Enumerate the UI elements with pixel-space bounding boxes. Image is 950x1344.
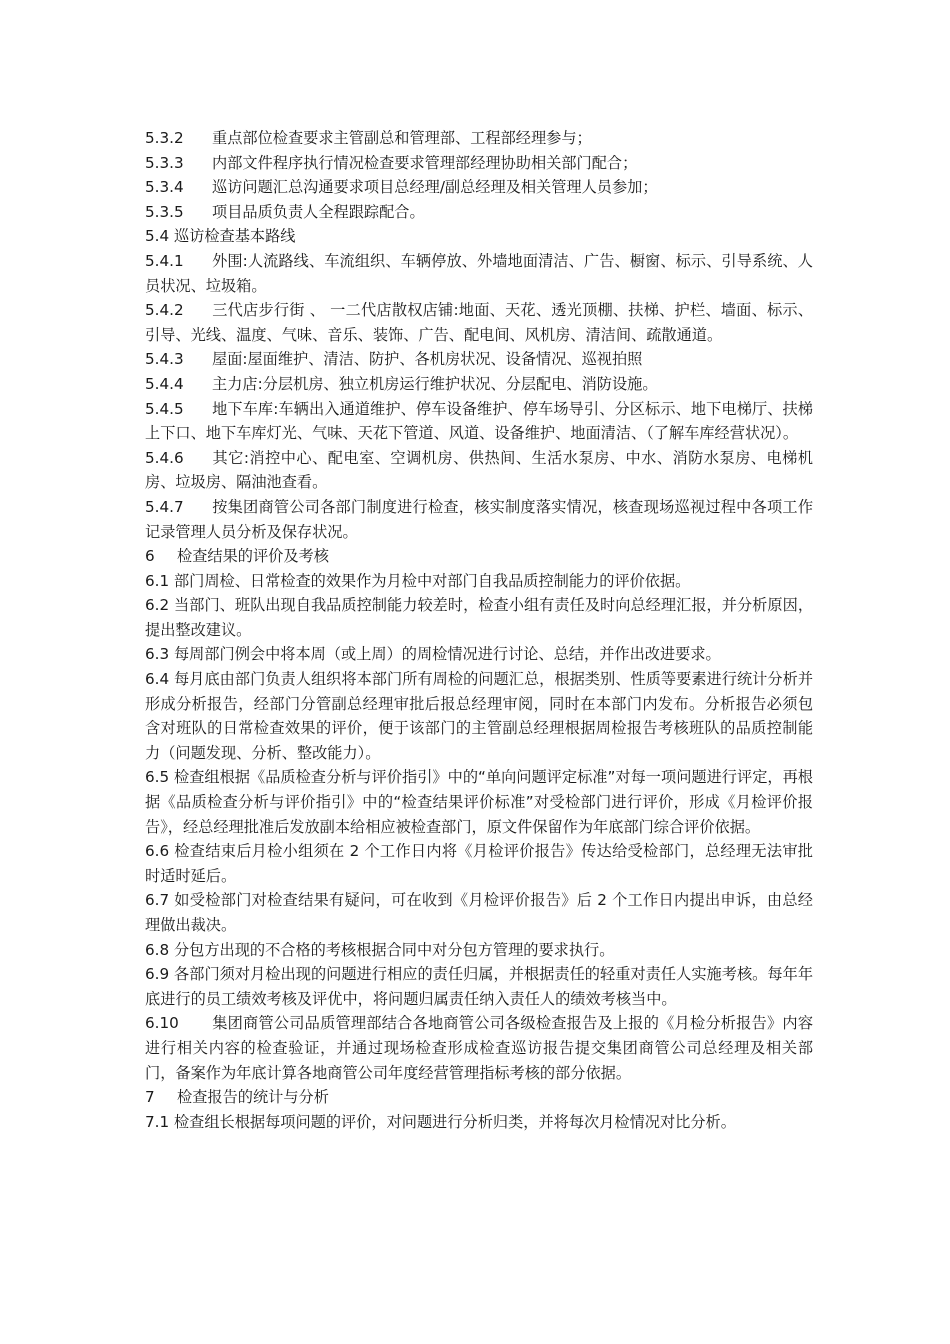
section-number: 6.9	[145, 965, 170, 984]
section-number: 5.4.4	[145, 374, 184, 393]
paragraph	[145, 495, 813, 544]
paragraph	[145, 347, 813, 372]
paragraph-text: 三代店步行街 、 一二代店散权店铺:地面、天花、透光顶棚、扶梯、护栏、墙面、标示、引导、光线、温度、气味、音乐、装饰、广告、配电间、风机房、清洁间、疏散通道。	[145, 301, 813, 344]
paragraph-text: 按集团商管公司各部门制度进行检查，核实制度落实情况，核查现场巡视过程中各项工作记录管理人员分析及保存状况。	[145, 497, 813, 541]
paragraph	[145, 938, 813, 963]
paragraph	[145, 249, 813, 298]
section-number: 6.5	[145, 768, 170, 787]
paragraph-text: 其它:消控中心、配电室、空调机房、供热间、生活水泵房、中水、消防水泵房、电梯机房、垃圾房、隔油池查看。	[145, 448, 813, 492]
paragraph-text: 每周部门例会中将本周（或上周）的周检情况进行讨论、总结，并作出改进要求。	[173, 645, 721, 664]
section-number: 6.1	[145, 571, 170, 590]
section-number: 5.3.3	[145, 153, 184, 172]
paragraph-text: 检查结束后月检小组须在 2 个工作日内将《月检评价报告》传达给受检部门，总经理无法审批时适时延后。	[145, 842, 813, 885]
section-number: 6.4	[145, 670, 170, 689]
paragraph	[145, 126, 813, 151]
section-number: 6.7	[145, 891, 170, 910]
paragraph	[145, 397, 813, 446]
section-number: 5.3.5	[145, 202, 184, 221]
section-number: 5.3.2	[145, 129, 184, 147]
paragraph	[145, 446, 813, 495]
paragraph	[145, 569, 813, 594]
paragraph	[145, 839, 813, 888]
paragraph	[145, 667, 813, 765]
paragraph	[145, 544, 813, 569]
section-number: 6.6	[145, 842, 170, 861]
paragraph-text: 项目品质负责人全程跟踪配合。	[212, 202, 425, 221]
paragraph	[145, 175, 813, 200]
paragraph	[145, 888, 813, 937]
paragraph	[145, 1110, 813, 1135]
paragraph	[145, 224, 813, 249]
paragraph-text: 检查组长根据每项问题的评价，对问题进行分析归类，并将每次月检情况对比分析。	[173, 1112, 736, 1131]
paragraph	[145, 962, 813, 1011]
section-number: 5.4	[145, 227, 170, 246]
paragraph-text: 巡访检查基本路线	[173, 227, 296, 246]
section-number: 5.4.7	[145, 497, 184, 516]
section-number: 5.4.2	[145, 301, 184, 320]
paragraph-text: 分包方出现的不合格的考核根据合同中对分包方管理的要求执行。	[173, 940, 615, 959]
paragraph-text: 内部文件程序执行情况检查要求管理部经理协助相关部门配合；	[212, 153, 638, 172]
paragraph-text: 检查结果的评价及考核	[177, 547, 329, 566]
paragraph-text: 每月底由部门负责人组织将本部门所有周检的问题汇总，根据类别、性质等要素进行统计分析并形成分析报告，经部门分管副总经理审批后报总经理审阅，同时在本部门内发布。分析报告必须包含对班队的日常检查效果的评价，便于该部门的主管副总经理根据周检报告考核班队的品质控制能力（问题发现、分析、整改能力）。	[145, 670, 814, 762]
section-number: 6.10	[145, 1014, 179, 1033]
paragraph-text: 重点部位检查要求主管副总和管理部、工程部经理参与；	[212, 129, 592, 147]
paragraph-text: 地下车库:车辆出入通道维护、停车设备维护、停车场导引、分区标示、地下电梯厅、扶梯上下口、地下车库灯光、气味、天花下管道、风道、设备维护、地面清洁、（了解车库经营状况）。	[145, 399, 813, 443]
paragraph-text: 如受检部门对检查结果有疑问，可在收到《月检评价报告》后 2 个工作日内提出申诉，由总经理做出裁决。	[145, 891, 813, 934]
paragraph-text: 外围:人流路线、车流组织、车辆停放、外墙地面清洁、广告、橱窗、标示、引导系统、人员状况、垃圾箱。	[145, 251, 813, 295]
paragraph-text: 巡访问题汇总沟通要求项目总经理/副总经理及相关管理人员参加；	[212, 178, 658, 197]
section-number: 7.1	[145, 1112, 170, 1131]
paragraph-text: 屋面:屋面维护、清洁、防护、各机房状况、设备情况、巡视拍照	[212, 350, 643, 369]
paragraph	[145, 298, 813, 347]
section-number: 5.4.5	[145, 399, 184, 418]
section-number: 5.4.3	[145, 350, 184, 369]
section-number: 5.4.1	[145, 251, 184, 270]
paragraph	[145, 765, 813, 839]
section-number: 7	[145, 1088, 155, 1107]
section-number: 5.4.6	[145, 448, 184, 467]
paragraph	[145, 200, 813, 225]
section-number: 6.8	[145, 940, 170, 959]
paragraph-text: 各部门须对月检出现的问题进行相应的责任归属，并根据责任的轻重对责任人实施考核。每年年底进行的员工绩效考核及评优中，将问题归属责任纳入责任人的绩效考核当中。	[145, 965, 814, 1008]
section-number: 6.3	[145, 645, 170, 664]
paragraph	[145, 1085, 813, 1110]
paragraph-text: 当部门、班队出现自我品质控制能力较差时，检查小组有责任及时向总经理汇报，并分析原因，提出整改建议。	[145, 596, 814, 639]
paragraph	[145, 642, 813, 667]
paragraph-text: 检查组根据《品质检查分析与评价指引》中的“单向问题评定标准”对每一项问题进行评定，再根据《品质检查分析与评价指引》中的“检查结果评价标准”对受检部门进行评价，形成《月检评价报告》，经总经理批准后发放副本给相应被检查部门，原文件保留作为年底部门综合评价依据。	[145, 768, 813, 836]
paragraph-text: 检查报告的统计与分析	[177, 1088, 329, 1107]
paragraph-text: 部门周检、日常检查的效果作为月检中对部门自我品质控制能力的评价依据。	[173, 571, 691, 590]
paragraph-text: 集团商管公司品质管理部结合各地商管公司各级检查报告及上报的《月检分析报告》内容进行相关内容的检查验证，并通过现场检查形成检查巡访报告提交集团商管公司总经理及相关部门，备案作为年底计算各地商管公司年度经营管理指标考核的部分依据。	[145, 1014, 813, 1082]
paragraph	[145, 372, 813, 397]
section-number: 6.2	[145, 596, 170, 615]
paragraph	[145, 151, 813, 176]
section-number: 6	[145, 547, 155, 566]
section-number: 5.3.4	[145, 178, 184, 197]
paragraph	[145, 1011, 813, 1085]
paragraph	[145, 593, 813, 642]
paragraph-text: 主力店:分层机房、独立机房运行维护状况、分层配电、消防设施。	[212, 374, 658, 393]
document-body	[145, 126, 813, 1134]
